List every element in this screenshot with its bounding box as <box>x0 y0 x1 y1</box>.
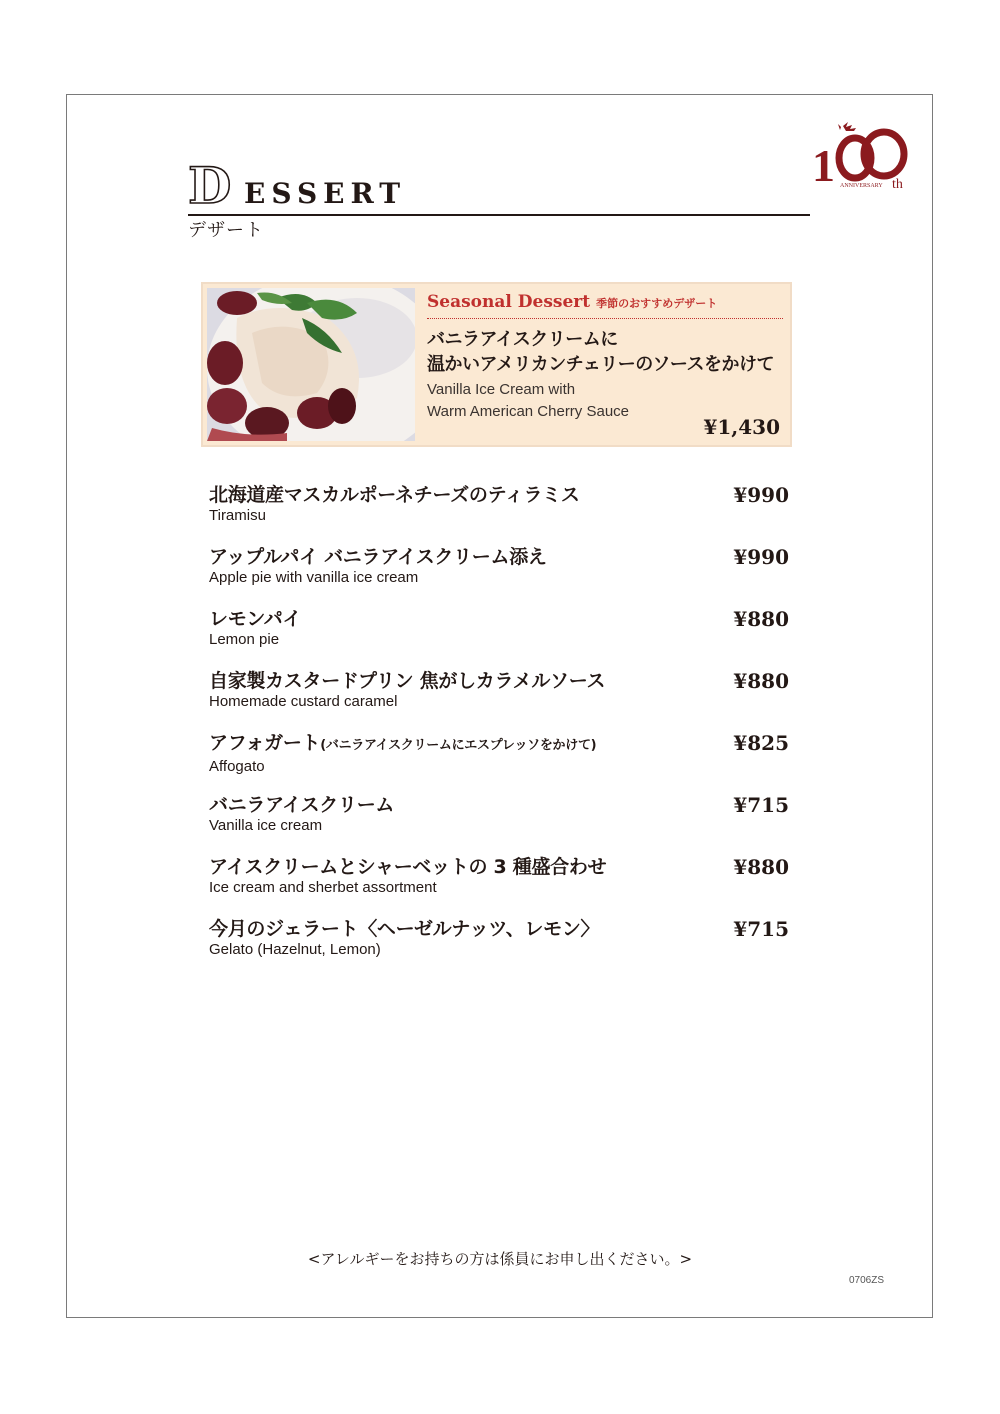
menu-item-name-jp: レモンパイ <box>209 608 302 630</box>
menu-item-name-jp: バニラアイスクリーム <box>209 794 395 816</box>
menu-item-name-jp-wrap <box>209 731 791 758</box>
menu-item <box>209 731 791 793</box>
menu-item-name-en: Ice cream and sherbet assortment <box>209 879 437 896</box>
menu-item-name-en: Gelato (Hazelnut, Lemon) <box>209 941 381 958</box>
menu-item-name-en: Lemon pie <box>209 631 280 648</box>
menu-item-price: ¥825 <box>733 731 789 755</box>
menu-item-price: ¥990 <box>733 483 789 507</box>
menu-item-price: ¥990 <box>733 545 789 569</box>
allergy-notice: <アレルギーをお持ちの方は係員にお申し出ください。> <box>307 1250 693 1268</box>
title-initial: D <box>188 156 232 215</box>
menu-item-name-en: Vanilla ice cream <box>209 817 323 834</box>
deer-icon <box>838 122 856 131</box>
menu-item-name-en: Apple pie with vanilla ice cream <box>209 569 419 586</box>
menu-item-name-jp: 今月のジェラート〈ヘーゼルナッツ、レモン〉 <box>209 918 600 940</box>
page-title <box>188 156 810 216</box>
menu-item <box>209 917 791 979</box>
document-code: 0706ZS <box>849 1275 885 1286</box>
menu-item-name-en: Affogato <box>209 758 265 775</box>
menu-item-price: ¥715 <box>733 793 789 817</box>
seasonal-name-en-line1: Vanilla Ice Cream with <box>427 381 576 398</box>
dessert-photo <box>207 288 415 441</box>
menu-item <box>209 793 791 855</box>
menu-item-name-jp: 北海道産マスカルポーネチーズのティラミス <box>209 484 580 506</box>
logo-suffix: th <box>892 177 903 190</box>
logo-caption: ANNIVERSARY <box>840 183 883 189</box>
menu-item <box>209 607 791 669</box>
menu-item-price: ¥880 <box>733 607 789 631</box>
menu-item-name-jp: 自家製カスタードプリン 焦がしカラメルソース <box>209 670 606 692</box>
logo-one: 1 <box>812 140 835 190</box>
menu-item-name-en: Homemade custard caramel <box>209 693 398 710</box>
page-subtitle: デザート <box>188 220 264 241</box>
seasonal-label-en: Seasonal Dessert <box>427 292 591 312</box>
menu-item-price: ¥880 <box>733 855 789 879</box>
seasonal-price: ¥1,430 <box>703 415 780 439</box>
menu-item-name-en: Tiramisu <box>209 507 266 524</box>
menu-item-name-jp: アイスクリームとシャーベットの 3 種盛合わせ <box>209 856 607 878</box>
menu-item <box>209 669 791 731</box>
seasonal-name-en-line2: Warm American Cherry Sauce <box>427 403 630 420</box>
seasonal-label-jp: 季節のおすすめデザート <box>596 297 718 310</box>
menu-item <box>209 483 791 545</box>
menu-item <box>209 855 791 917</box>
seasonal-name-jp-line2: 温かいアメリカンチェリーのソースをかけて <box>427 354 774 375</box>
menu-item-name-jp: アップルパイ バニラアイスクリーム添え <box>209 546 547 568</box>
menu-item <box>209 545 791 607</box>
menu-item-name-jp: アフォガート <box>209 732 321 754</box>
dessert-menu-list <box>209 483 791 979</box>
seasonal-name-jp-line1: バニラアイスクリームに <box>427 329 618 350</box>
seasonal-feature <box>201 282 792 447</box>
title-text: ESSERT <box>244 177 407 210</box>
menu-item-note-jp: (バニラアイスクリームにエスプレッソをかけて) <box>320 738 597 753</box>
menu-item-price: ¥715 <box>733 917 789 941</box>
menu-item-price: ¥880 <box>733 669 789 693</box>
anniversary-logo <box>810 118 910 190</box>
